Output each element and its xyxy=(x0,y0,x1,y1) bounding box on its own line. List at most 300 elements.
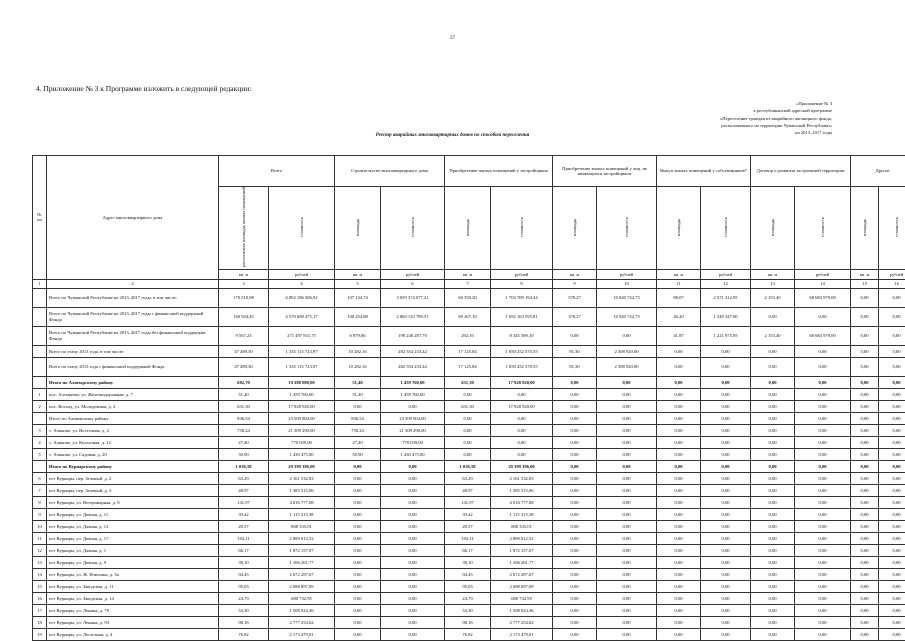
row-value: 0,00 xyxy=(701,568,751,580)
appendix-line: «Переселение граждан из аварийного жилищного фонда, xyxy=(652,115,832,122)
row-value: 836,54 xyxy=(219,412,269,424)
row-value: 0,00 xyxy=(445,424,491,436)
row-number: 14 xyxy=(33,568,47,580)
row-address: пгт Вурнары, ул. Дачная, д. 11 xyxy=(47,508,219,520)
row-number xyxy=(33,307,47,326)
row-value: 4 016 777,08 xyxy=(269,496,335,508)
row-value: 141,97 xyxy=(219,496,269,508)
subheader-label: площадь xyxy=(572,219,578,236)
row-value: 0,00 xyxy=(553,326,597,345)
row-value: 0,00 xyxy=(879,288,905,307)
row-value: 0,00 xyxy=(879,472,905,484)
row-value: 1 459 760,00 xyxy=(381,388,445,400)
row-number: 5 xyxy=(33,448,47,460)
row-value: 0,00 xyxy=(381,460,445,472)
row-value: 2 571 312,95 xyxy=(701,288,751,307)
row-value: 102,11 xyxy=(445,532,491,544)
table-row xyxy=(33,508,905,520)
row-number: 10 xyxy=(33,520,47,532)
column-number-cell: 11 xyxy=(657,279,701,288)
row-value: 0,00 xyxy=(879,460,905,472)
unit-cell: рублей xyxy=(701,269,751,279)
row-value: 8 345 589,10 xyxy=(491,326,553,345)
row-value: 378,27 xyxy=(553,307,597,326)
row-value: 0,00 xyxy=(795,460,851,472)
row-value: 160 944,45 xyxy=(219,307,269,326)
row-value: 0,00 xyxy=(657,616,701,628)
column-number-cell: 15 xyxy=(851,279,879,288)
row-address: Итого по Алатырскому району xyxy=(47,376,219,388)
row-value: 68 683 979,00 xyxy=(795,288,851,307)
row-value: 0,00 xyxy=(597,412,657,424)
row-value: 95,03 xyxy=(445,580,491,592)
row-value: 94,45 xyxy=(219,568,269,580)
row-address: с. Аликово, ул. Колхозная, д. 12 xyxy=(47,436,219,448)
row-value: 0,00 xyxy=(553,448,597,460)
row-value: 0,00 xyxy=(751,424,795,436)
row-value: 0,00 xyxy=(597,592,657,604)
row-value: 0,00 xyxy=(553,400,597,412)
row-value: 1 050 252 570,55 xyxy=(491,345,553,357)
row-value: 0,00 xyxy=(445,436,491,448)
unit-cell: рублей xyxy=(879,269,905,279)
row-value: 2 308 920,00 xyxy=(597,357,657,376)
unit-cell: кв. м xyxy=(553,269,597,279)
row-value: 27,40 xyxy=(219,436,269,448)
row-value: 0,00 xyxy=(701,496,751,508)
row-value: 0,00 xyxy=(751,376,795,388)
row-address: пос. Восход, ул. Молодежная, д. 2 xyxy=(47,400,219,412)
row-value: 0,00 xyxy=(657,357,701,376)
row-value: 0,00 xyxy=(795,357,851,376)
table-row xyxy=(33,556,905,568)
row-value: 0,00 xyxy=(851,616,879,628)
row-address: пос. Алтышево, ул. Железнодорожная, д. 7 xyxy=(47,388,219,400)
row-value: 0,00 xyxy=(851,568,879,580)
row-value: 0,00 xyxy=(335,544,381,556)
row-value: 81,30 xyxy=(553,345,597,357)
appendix-block xyxy=(652,100,832,136)
row-value: 95,03 xyxy=(219,580,269,592)
row-value: 28,57 xyxy=(445,520,491,532)
row-value: 0,00 xyxy=(335,400,381,412)
subheader-label: стоимость xyxy=(519,217,525,237)
column-number-cell: 4 xyxy=(269,279,335,288)
row-value: 1 549 347,00 xyxy=(701,307,751,326)
row-value: 0,00 xyxy=(795,532,851,544)
row-value: 88,07 xyxy=(657,288,701,307)
column-number-cell: 1 xyxy=(33,279,47,288)
row-value: 0,00 xyxy=(851,424,879,436)
appendix-line: расположенного на территории Чувашской Республики» xyxy=(652,122,832,129)
row-value: 0,00 xyxy=(335,616,381,628)
table-row xyxy=(33,400,905,412)
row-value: 0,00 xyxy=(553,412,597,424)
row-address: Всего по этапу 2013 года, в том числе: xyxy=(47,345,219,357)
subheader-cell xyxy=(795,187,851,270)
row-value: 770 039,00 xyxy=(381,436,445,448)
row-value: 0,00 xyxy=(879,400,905,412)
row-value: 4 570 688 475,17 xyxy=(269,307,335,326)
row-number xyxy=(33,412,47,424)
table-row xyxy=(33,544,905,556)
subheader-cell xyxy=(553,187,597,270)
row-value: 2 889 012,52 xyxy=(269,532,335,544)
row-value: 0,00 xyxy=(597,520,657,532)
row-value: 0,00 xyxy=(657,628,701,640)
table-row xyxy=(33,412,905,424)
row-value: 0,00 xyxy=(879,436,905,448)
row-value: 0,00 xyxy=(879,424,905,436)
row-value: 0,00 xyxy=(751,448,795,460)
table-row xyxy=(33,532,905,544)
row-value: 0,00 xyxy=(795,376,851,388)
row-value: 66,17 xyxy=(219,544,269,556)
row-value: 28,57 xyxy=(219,520,269,532)
row-number: 3 xyxy=(33,424,47,436)
row-value: 282 554 233,42 xyxy=(381,357,445,376)
subheader-cell xyxy=(335,187,381,270)
row-value: 1 459 760,00 xyxy=(381,376,445,388)
row-value: 0,00 xyxy=(795,400,851,412)
row-value: 0,00 xyxy=(879,604,905,616)
row-value: 0,00 xyxy=(851,580,879,592)
unit-cell: кв. м xyxy=(751,269,795,279)
row-value: 0,00 xyxy=(751,628,795,640)
row-value: 21 309 290,00 xyxy=(381,424,445,436)
row-value: 0,00 xyxy=(879,496,905,508)
row-value: 292,10 xyxy=(445,326,491,345)
row-value: 808 335,01 xyxy=(491,520,553,532)
subheader-cell xyxy=(751,187,795,270)
row-value: 0,00 xyxy=(491,448,553,460)
row-value: 0,00 xyxy=(657,604,701,616)
row-value: 2 889 012,52 xyxy=(491,532,553,544)
row-value: 0,00 xyxy=(701,472,751,484)
column-number-cell: 10 xyxy=(597,279,657,288)
row-value: 0,00 xyxy=(657,412,701,424)
row-value: 0,00 xyxy=(553,460,597,472)
row-value: 50,90 xyxy=(219,448,269,460)
row-value: 682,70 xyxy=(219,376,269,388)
row-value: 0,00 xyxy=(851,496,879,508)
row-value: 0,00 xyxy=(657,496,701,508)
row-value: 0,00 xyxy=(657,436,701,448)
row-number xyxy=(33,357,47,376)
row-value: 0,00 xyxy=(335,568,381,580)
header-group-total: Всего xyxy=(219,156,335,187)
row-value: 0,00 xyxy=(851,345,879,357)
row-value: 0,00 xyxy=(851,472,879,484)
row-value: 0,00 xyxy=(657,472,701,484)
row-value: 0,00 xyxy=(795,604,851,616)
row-value: 0,00 xyxy=(657,376,701,388)
row-value: 76,82 xyxy=(445,628,491,640)
row-value: 0,00 xyxy=(795,345,851,357)
row-value: 0,00 xyxy=(335,604,381,616)
row-address: пгт Вурнары, ул. Дачная, д. 12 xyxy=(47,520,219,532)
row-value: 2 672 287,67 xyxy=(491,568,553,580)
row-value: 6 879,86 xyxy=(335,326,381,345)
row-value: 0,00 xyxy=(597,436,657,448)
row-value: 17 125,84 xyxy=(445,345,491,357)
row-address: пгт Вурнары, ул. Дачная, д. 17 xyxy=(47,532,219,544)
row-value: 0,00 xyxy=(335,580,381,592)
row-value: 0,00 xyxy=(701,424,751,436)
row-value: 0,00 xyxy=(597,508,657,520)
row-value: 282 554 233,42 xyxy=(381,345,445,357)
column-number-cell: 6 xyxy=(381,279,445,288)
unit-cell: кв. м xyxy=(657,269,701,279)
row-value: 17 125,84 xyxy=(445,357,491,376)
subheader-cell xyxy=(445,187,491,270)
row-value: 53,30 xyxy=(219,604,269,616)
row-address: пгт Вурнары, ул. Ветеринарная, д. 8 xyxy=(47,496,219,508)
row-value: 60 559,20 xyxy=(445,288,491,307)
row-value: 10 840 742,75 xyxy=(597,288,657,307)
row-value: 23 509 804,00 xyxy=(269,412,335,424)
table-row xyxy=(33,345,905,357)
row-value: 0,00 xyxy=(879,532,905,544)
row-value: 0,00 xyxy=(597,532,657,544)
table-row xyxy=(33,496,905,508)
row-value: 39,10 xyxy=(219,556,269,568)
row-value: 17 928 920,00 xyxy=(491,400,553,412)
row-value: 0,00 xyxy=(553,424,597,436)
row-value: 1 508 024,36 xyxy=(269,604,335,616)
row-value: 0,00 xyxy=(851,448,879,460)
row-value: 0,00 xyxy=(657,556,701,568)
row-value: 1 385 515,06 xyxy=(491,484,553,496)
row-value: 1 115 315,38 xyxy=(269,508,335,520)
row-value: 0,00 xyxy=(445,388,491,400)
row-value: 1 036,58 xyxy=(219,460,269,472)
table-row xyxy=(33,628,905,640)
row-value: 271 497 831,75 xyxy=(269,326,335,345)
row-number: 1 xyxy=(33,388,47,400)
row-value: 0,00 xyxy=(701,345,751,357)
row-value: 0,00 xyxy=(553,556,597,568)
table-row xyxy=(33,520,905,532)
column-number-cell: 7 xyxy=(445,279,491,288)
subheader-label: стоимость xyxy=(894,217,900,237)
row-value: 0,00 xyxy=(751,592,795,604)
row-number: 18 xyxy=(33,616,47,628)
row-value: 0,00 xyxy=(553,376,597,388)
row-value: 0,00 xyxy=(657,424,701,436)
row-address: Всего по Чувашской Республике на 2013–2017 годы, в том числе: xyxy=(47,288,219,307)
subheader-label: площадь xyxy=(465,219,471,236)
row-number: 16 xyxy=(33,592,47,604)
row-value: 24,79 xyxy=(219,592,269,604)
row-value: 0,00 xyxy=(657,345,701,357)
row-number xyxy=(33,376,47,388)
row-value: 0,00 xyxy=(335,472,381,484)
row-value: 0,00 xyxy=(751,544,795,556)
row-value: 0,00 xyxy=(879,592,905,604)
row-value: 51,40 xyxy=(335,376,381,388)
row-value: 0,00 xyxy=(553,568,597,580)
row-number: 4 xyxy=(33,436,47,448)
row-value: 0,00 xyxy=(795,628,851,640)
row-value: 39,42 xyxy=(445,508,491,520)
row-value: 0,00 xyxy=(795,472,851,484)
row-value: 808 335,01 xyxy=(269,520,335,532)
row-value: 0,00 xyxy=(597,400,657,412)
row-value: 1 335 115 723,97 xyxy=(269,357,335,376)
row-value: 9 567,23 xyxy=(219,326,269,345)
column-number-cell: 8 xyxy=(491,279,553,288)
row-value: 0,00 xyxy=(701,520,751,532)
unit-cell: рублей xyxy=(795,269,851,279)
row-value: 51,40 xyxy=(335,388,381,400)
row-value: 0,00 xyxy=(879,616,905,628)
row-value: 2 860 133 789,51 xyxy=(381,307,445,326)
row-value: 27,40 xyxy=(335,436,381,448)
row-value: 0,00 xyxy=(879,376,905,388)
row-value: 0,00 xyxy=(381,484,445,496)
subheader-label: площадь xyxy=(676,219,682,236)
column-number-cell: 5 xyxy=(335,279,381,288)
row-value: 0,00 xyxy=(751,400,795,412)
row-value: 63,29 xyxy=(219,472,269,484)
row-value: 0,00 xyxy=(851,592,879,604)
row-value: 0,00 xyxy=(657,388,701,400)
row-value: 0,00 xyxy=(381,604,445,616)
row-value: 0,00 xyxy=(851,357,879,376)
row-value: 170 510,98 xyxy=(219,288,269,307)
row-value: 758,24 xyxy=(335,424,381,436)
row-value: 0,00 xyxy=(879,307,905,326)
subheader-cell xyxy=(657,187,701,270)
row-value: 0,00 xyxy=(879,326,905,345)
table-row xyxy=(33,580,905,592)
row-value: 0,00 xyxy=(597,556,657,568)
subheader-cell xyxy=(851,187,879,270)
row-value: 0,00 xyxy=(851,326,879,345)
row-number: 12 xyxy=(33,544,47,556)
row-value: 0,00 xyxy=(751,520,795,532)
subheader-label: расселяемая площадь жилых помещений xyxy=(241,187,247,267)
row-value: 0,00 xyxy=(851,484,879,496)
row-value: 0,00 xyxy=(879,628,905,640)
row-value: 98,16 xyxy=(219,616,269,628)
row-value: 0,00 xyxy=(381,568,445,580)
row-address: пгт Вурнары, пер. Зеленый, д. 3 xyxy=(47,484,219,496)
row-value: 0,00 xyxy=(879,388,905,400)
row-value: 53,30 xyxy=(445,604,491,616)
table-row xyxy=(33,448,905,460)
row-value: 39,10 xyxy=(445,556,491,568)
row-value: 0,00 xyxy=(795,424,851,436)
registry-table xyxy=(32,155,905,641)
row-value: 1 385 515,06 xyxy=(269,484,335,496)
row-value: 0,00 xyxy=(381,580,445,592)
row-value: 0,00 xyxy=(553,580,597,592)
row-value: 0,00 xyxy=(751,532,795,544)
column-number-cell: 16 xyxy=(879,279,905,288)
row-value: 0,00 xyxy=(851,604,879,616)
row-value: 0,00 xyxy=(795,616,851,628)
row-value: 50,90 xyxy=(335,448,381,460)
table-row xyxy=(33,616,905,628)
row-value: 0,00 xyxy=(657,400,701,412)
row-value: 0,00 xyxy=(491,388,553,400)
row-value: 81,30 xyxy=(553,357,597,376)
row-value: 0,00 xyxy=(491,424,553,436)
row-address: Итого по Аликовскому району xyxy=(47,412,219,424)
row-value: 0,00 xyxy=(851,460,879,472)
column-number-cell: 14 xyxy=(795,279,851,288)
row-value: 0,00 xyxy=(553,604,597,616)
row-value: 0,00 xyxy=(335,628,381,640)
row-value: 0,00 xyxy=(445,412,491,424)
row-value: 758,24 xyxy=(219,424,269,436)
row-value: 0,00 xyxy=(553,544,597,556)
row-value: 0,00 xyxy=(381,472,445,484)
row-address: пгт Вурнары, ул. Ленина, д. 79 xyxy=(47,604,219,616)
row-value: 578,27 xyxy=(553,288,597,307)
row-value: 17 928 920,00 xyxy=(269,400,335,412)
row-value: 0,00 xyxy=(553,436,597,448)
row-value: 0,00 xyxy=(751,357,795,376)
row-value: 0,00 xyxy=(657,484,701,496)
row-number: 7 xyxy=(33,484,47,496)
unit-cell: кв. м xyxy=(445,269,491,279)
row-value: 0,00 xyxy=(381,508,445,520)
row-value: 1 430 475,00 xyxy=(269,448,335,460)
appendix-line: на 2013–2017 годы xyxy=(652,129,832,136)
row-value: 0,00 xyxy=(851,508,879,520)
table-row xyxy=(33,592,905,604)
row-value: 1 430 475,00 xyxy=(381,448,445,460)
subheader-label: площадь xyxy=(355,219,361,236)
row-value: 0,00 xyxy=(795,436,851,448)
row-value: 0,00 xyxy=(851,520,879,532)
row-value: 1 335 115 723,97 xyxy=(269,345,335,357)
row-value: 0,00 xyxy=(851,288,879,307)
row-value: 0,00 xyxy=(851,412,879,424)
row-value: 0,00 xyxy=(879,357,905,376)
subheader-label: площадь xyxy=(770,219,776,236)
row-value: 1 508 024,36 xyxy=(491,604,553,616)
row-address: пгт Вурнары, ул. Дачная, д. 9 xyxy=(47,556,219,568)
subheader-label: стоимость xyxy=(723,217,729,237)
registry-title: Реестр аварийных многоквартирных домов по способам переселения xyxy=(0,133,905,138)
header-group-buyout: Выкуп жилых помещений у собственников* xyxy=(657,156,751,187)
unit-cell: рублей xyxy=(381,269,445,279)
row-value: 0,00 xyxy=(795,568,851,580)
row-value: 0,00 xyxy=(701,532,751,544)
row-value: 0,00 xyxy=(701,544,751,556)
row-value: 0,00 xyxy=(381,544,445,556)
row-value: 0,00 xyxy=(381,532,445,544)
row-value: 68 683 979,00 xyxy=(795,326,851,345)
row-value: 0,00 xyxy=(335,508,381,520)
page-number: 37 xyxy=(0,36,905,41)
row-value: 48,97 xyxy=(219,484,269,496)
row-value: 0,00 xyxy=(381,520,445,532)
row-value: 2 777 254,62 xyxy=(491,616,553,628)
row-value: 0,00 xyxy=(795,544,851,556)
row-value: 0,00 xyxy=(751,436,795,448)
row-address: Всего по Чувашской Республике на 2013–2017 годы без финансовой поддержки Фонда xyxy=(47,326,219,345)
row-value: 0,00 xyxy=(879,484,905,496)
row-value: 2 153,40 xyxy=(751,288,795,307)
row-value: 0,00 xyxy=(553,520,597,532)
subheader-label: стоимость xyxy=(820,217,826,237)
row-address: пгт Вурнары, ул. Заводская, д. 14 xyxy=(47,592,219,604)
